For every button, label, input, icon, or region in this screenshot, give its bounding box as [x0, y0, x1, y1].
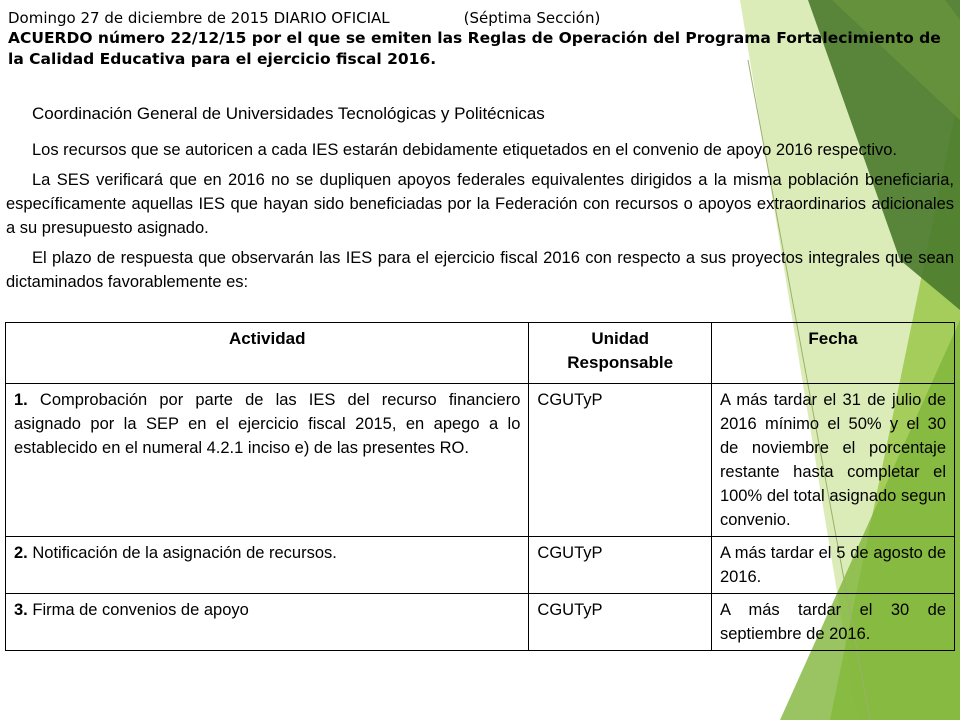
header-unidad: Unidad Responsable: [529, 323, 712, 383]
row-number: 2.: [14, 544, 28, 562]
cell-actividad: [6, 383, 529, 536]
cell-unidad: CGUTyP: [529, 593, 712, 650]
header-actividad: Actividad: [6, 323, 529, 383]
table-row: [6, 536, 954, 593]
row-number: 1.: [14, 391, 28, 409]
actividad-text: Firma de convenios de apoyo: [32, 601, 249, 619]
activities-table: [5, 322, 955, 651]
actividad-text: Comprobación por parte de las IES del recurso financiero asignado por la SEP en el ejercicio fiscal 2015, en apego a lo establecido en el numeral 4.2.1 inciso e) de las presentes RO.: [14, 391, 521, 457]
cell-actividad: [6, 593, 529, 650]
table-row: [6, 383, 954, 536]
cell-fecha: A más tardar el 5 de agosto de 2016.: [712, 536, 954, 593]
actividad-text: Notificación de la asignación de recursos.: [32, 544, 337, 562]
row-number: 3.: [14, 601, 28, 619]
section-subtitle: Coordinación General de Universidades Tecnológicas y Politécnicas: [32, 104, 545, 123]
paragraph-2: La SES verificará que en 2016 no se dupliquen apoyos federales equivalentes dirigidos a la misma población beneficiaria, específicamente aquellas IES que hayan sido beneficiadas por la Federación con recursos o apoyos extraordinarios adicionales a su presupuesto asignado.: [6, 171, 954, 237]
paragraph-3: El plazo de respuesta que observarán las IES para el ejercicio fiscal 2016 con respecto a sus proyectos integrales que sean dictaminados favorablemente es:: [6, 249, 954, 291]
document-body: [6, 102, 954, 300]
date-text: Domingo 27 de diciembre de 2015 DIARIO OFICIAL: [8, 9, 390, 27]
paragraph-1: Los recursos que se autoricen a cada IES estarán debidamente etiquetados en el convenio de apoyo 2016 respectivo.: [32, 141, 897, 159]
table-header-row: [6, 323, 954, 383]
cell-fecha: A más tardar el 30 de septiembre de 2016.: [712, 593, 954, 650]
header-fecha: Fecha: [808, 329, 858, 348]
page-header: [8, 8, 948, 70]
cell-fecha: A más tardar el 31 de julio de 2016 mínimo el 50% y el 30 de noviembre el porcentaje restante hasta completar el 100% del total asignado segun convenio.: [712, 383, 954, 536]
document-title: ACUERDO número 22/12/15 por el que se emiten las Reglas de Operación del Programa Fortalecimiento de la Calidad Educativa para el ejercicio fiscal 2016.: [8, 29, 941, 68]
section-text: (Séptima Sección): [463, 9, 601, 27]
cell-actividad: [6, 536, 529, 593]
cell-unidad: CGUTyP: [529, 536, 712, 593]
header-date-line: [8, 8, 948, 28]
table-row: [6, 593, 954, 650]
cell-unidad: CGUTyP: [529, 383, 712, 536]
